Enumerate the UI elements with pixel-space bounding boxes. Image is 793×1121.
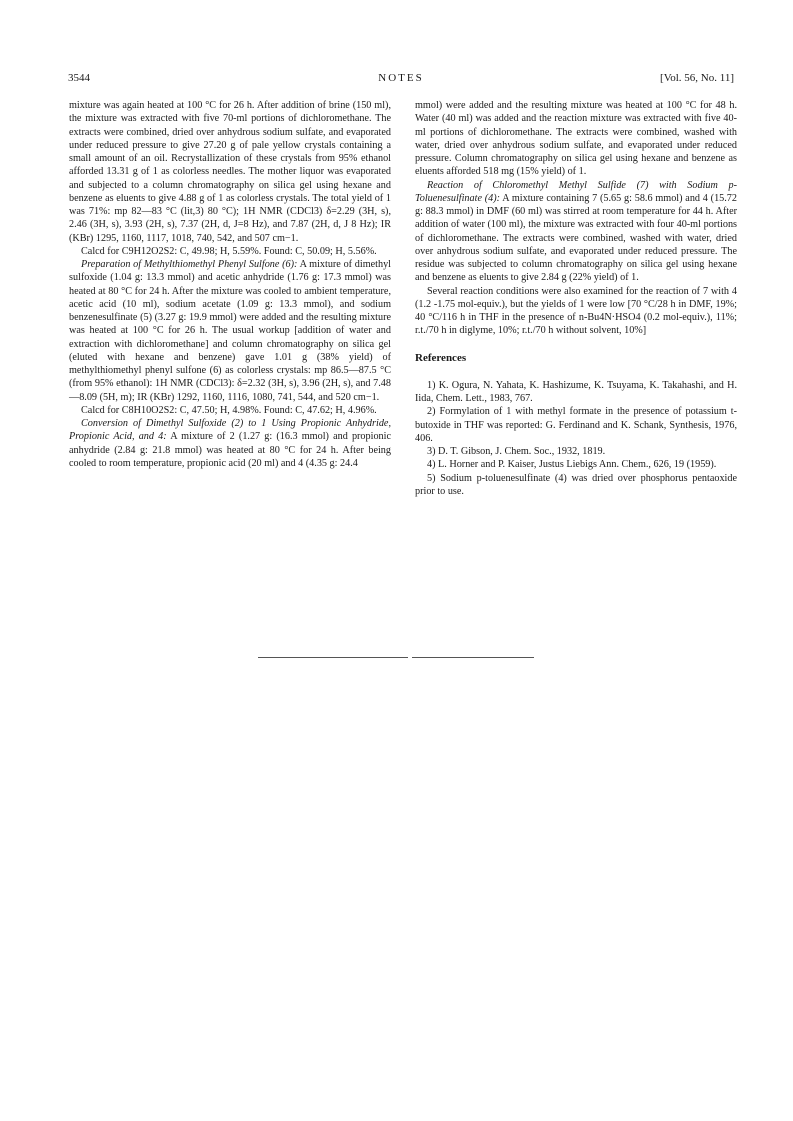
paragraph: Several reaction conditions were also examined for the reaction of 7 with 4 (1.2 -1.75 mol-equiv.), but the yields of 1 were low [70 °C/28 h in DMF, 19%; 40 °C/116 h in THF in the presence of n-Bu4N·HSO4 (0.2 mol-equiv.), 11%; r.t./70 h in diglyme, 10%; r.t./70 h without solvent, 10%] — [415, 285, 737, 337]
paragraph — [415, 179, 737, 285]
paragraph: Calcd for C9H12O2S2: C, 49.98; H, 5.59%. Found: C, 50.09; H, 5.56%. — [81, 245, 377, 257]
reference-item: 4) L. Horner and P. Kaiser, Justus Liebigs Ann. Chem., 626, 19 (1959). — [427, 459, 717, 471]
paragraph: mixture was again heated at 100 °C for 26 h. After addition of brine (150 ml), the mixture was extracted with five 70-ml portions of dichloromethane. The extracts were combined, dried over anhydrous sodium sulfate, and evaporated under reduced pressure to give 27.20 g of pale yellow crystals containing a small amount of an oil. Recrystallization of these crystals from 95% ethanol afforded 13.31 g of 1 as colorless needles. The mother liquor was evaporated and subjected to a column chromatography on silica gel using hexane and benzene as eluents to give 4.88 g of 1 as colorless crystals. The total yield of 1 was 71%: mp 82—83 °C (lit,3) 80 °C); 1H NMR (CDCl3) δ=2.29 (3H, s), 2.46 (3H, s), 3.93 (2H, s), 7.37 (2H, d, J=8 Hz), and 7.87 (2H, d, J 8 Hz); IR (KBr) 1295, 1160, 1117, 1018, 740, 542, and 507 cm−1. — [69, 100, 391, 244]
end-rule — [258, 657, 408, 658]
run-in-heading: Conversion of Dimethyl Sulfoxide (2) to 1 Using Propionic Anhydride, Propionic Acid, and 4: — [69, 418, 391, 443]
page-header — [68, 72, 734, 86]
reference-item: 1) K. Ogura, N. Yahata, K. Hashizume, K. Tsuyama, K. Takahashi, and H. Iida, Chem. Lett., 1983, 767. — [415, 379, 737, 404]
references-heading: References — [415, 351, 467, 364]
reference-item: 5) Sodium p-toluenesulfinate (4) was dried over phosphorus pentaoxide prior to use. — [415, 472, 737, 497]
paragraph-body: A mixture containing 7 (5.65 g: 58.6 mmol) and 4 (15.72 g: 88.3 mmol) in DMF (60 ml) was stirred at room temperature for 44 h. After addition of water (100 ml), the mixture was extracted with four 40-ml portions of dichloromethane. The extracts were combined, washed with water, dried over anhydrous sodium sulfate, and evaporated under reduced pressure. The residue was subjected to column chromatography on silica gel using hexane and benzene as eluents to give 2.84 g (22% yield) of 1. — [415, 192, 737, 284]
paragraph-body: A mixture of 2 (1.27 g: (16.3 mmol) and propionic anhydride (2.84 g: 21.8 mmol) was heated at 80 °C for 24 h. After being cooled to room temperature, propionic acid (20 ml) and 4 (4.35 g: 24.4 — [69, 431, 391, 469]
paragraph-body: A mixture of dimethyl sulfoxide (1.04 g: 13.3 mmol) and acetic anhydride (1.76 g: 17.3 mmol) was heated at 80 °C for 24 h. After the mixture was cooled to ambient temperature, acetic acid (10 ml), sodium acetate (1.09 g: 13.3 mmol), and sodium benzenesulfinate (5) (3.27 g: 19.9 mmol) were added and the resulting mixture was heated at 100 °C for 26 h. The usual workup [addition of water and extraction with dichloromethane] and column chromatography on silica gel (eluted with hexane and benzene) gave 1.01 g (38% yield) of methylthiomethyl phenyl sulfone (6) as colorless crystals: mp 86.5—87.5 °C (from 95% ethanol): 1H NMR (CDCl3): δ=2.32 (3H, s), 3.96 (2H, s), and 7.48—8.09 (5H, m); IR (KBr) 1292, 1160, 1116, 1080, 741, 544, and 520 cm−1. — [69, 259, 392, 403]
end-rule — [412, 657, 534, 658]
page-number: 3544 — [68, 72, 90, 84]
paragraph: Calcd for C8H10O2S2: C, 47.50; H, 4.98%. Found: C, 47.62; H, 4.96%. — [81, 404, 377, 416]
section-title: NOTES — [378, 72, 424, 84]
paragraph — [69, 417, 391, 470]
run-in-heading: Reaction of Chloromethyl Methyl Sulfide (7) with Sodium p-Toluenesulfinate (4): — [415, 179, 737, 204]
left-column — [69, 99, 391, 470]
reference-item: 2) Formylation of 1 with methyl formate in the presence of potassium t-butoxide in THF was reported: G. Ferdinand and K. Schank, Synthesis, 1976, 406. — [415, 406, 737, 444]
volume-info: [Vol. 56, No. 11] — [660, 72, 734, 84]
paragraph: mmol) were added and the resulting mixture was heated at 100 °C for 48 h. Water (40 ml) was added and the reaction mixture was extracted with five 40-ml portions of dichloromethane. The extracts were combined, washed with water, dried over anhydrous sodium sulfate, and evaporated under reduced pressure. Column chromatography on silica gel using hexane and benzene as eluents afforded 518 mg (15% yield) of 1. — [415, 100, 737, 178]
paragraph — [69, 258, 391, 404]
right-column — [415, 99, 737, 498]
reference-item: 3) D. T. Gibson, J. Chem. Soc., 1932, 1819. — [427, 446, 606, 457]
run-in-heading: Preparation of Methylthiomethyl Phenyl Sulfone (6): — [81, 259, 298, 270]
